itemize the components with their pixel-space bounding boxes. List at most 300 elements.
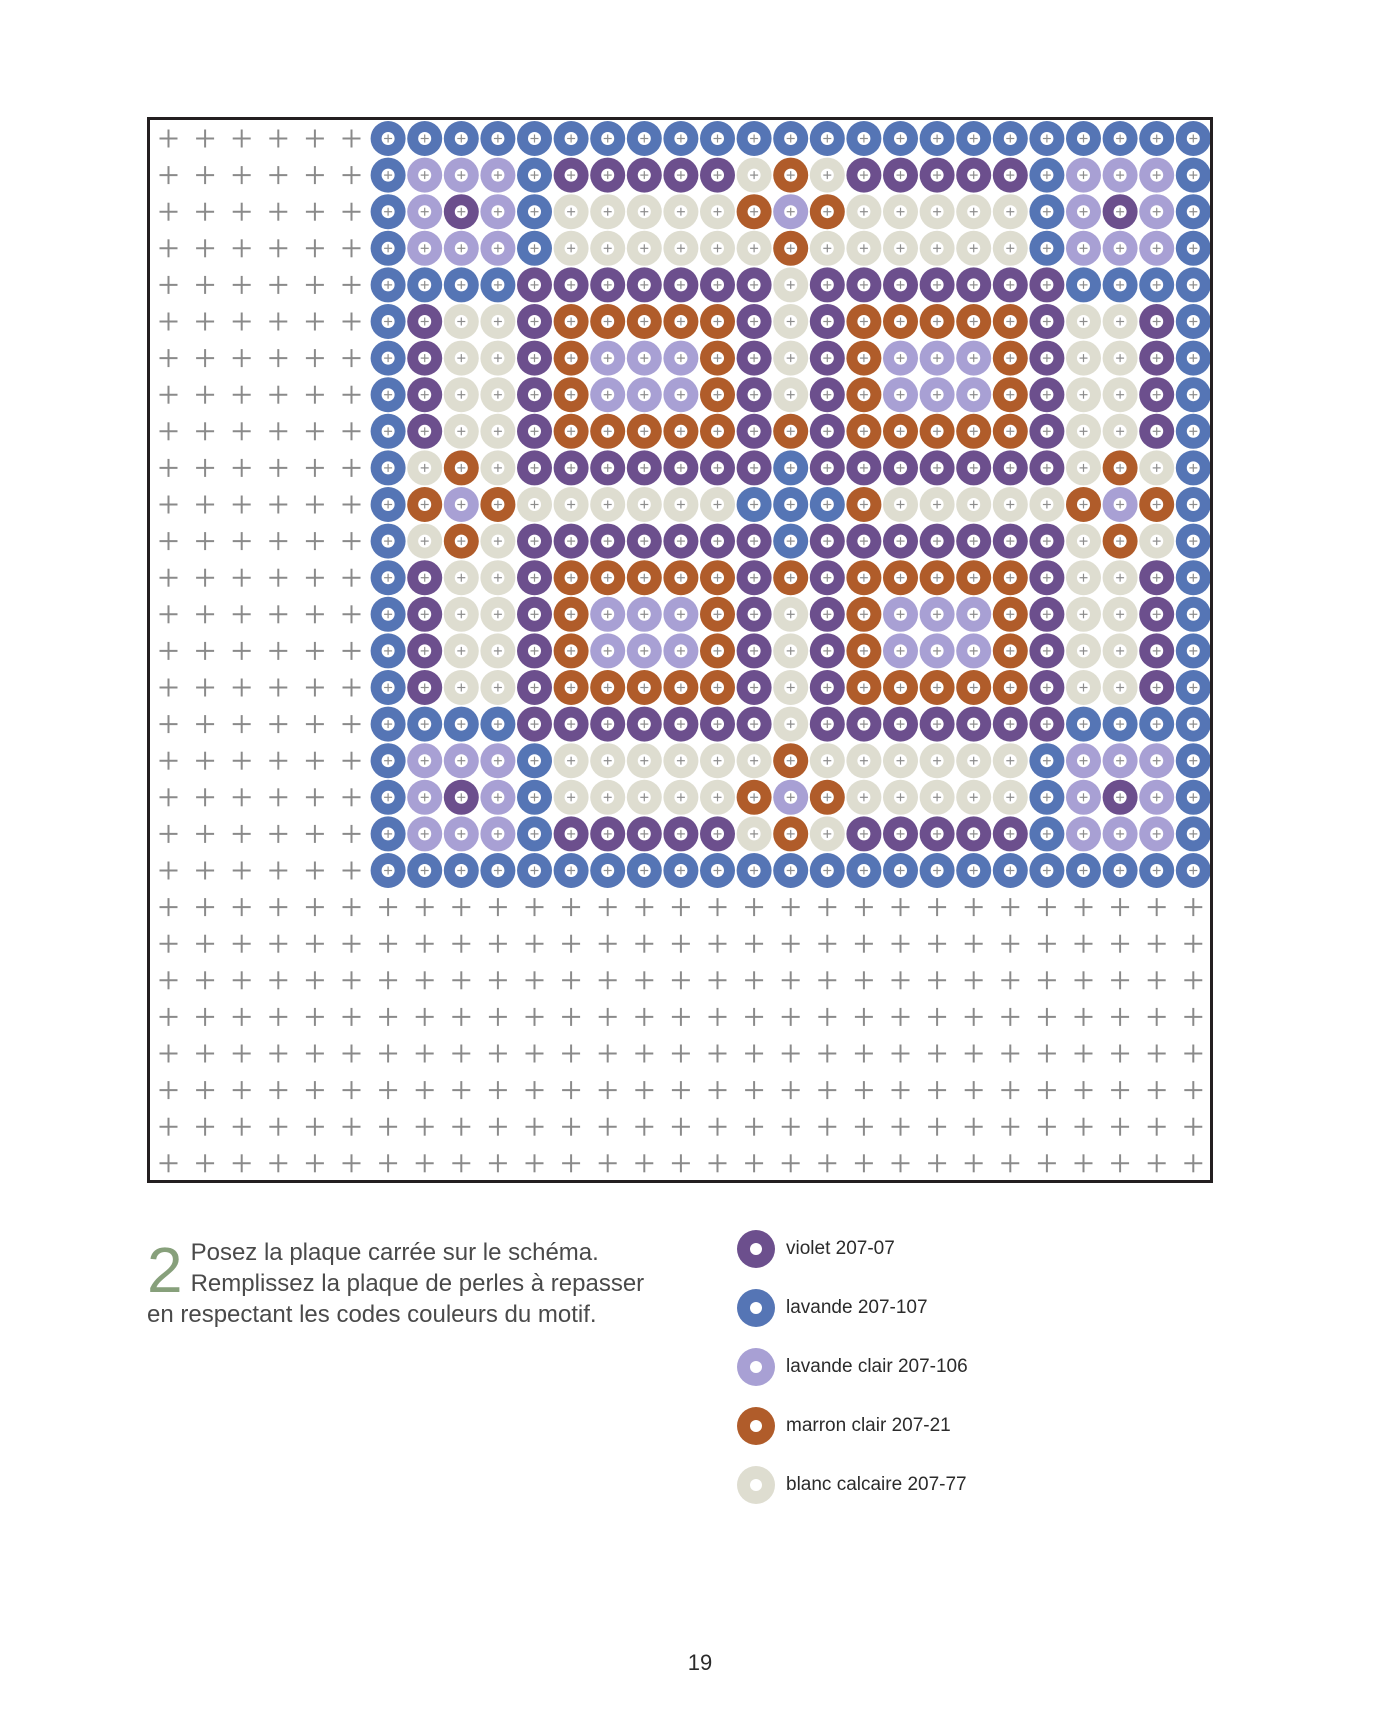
empty-peg-mark: [452, 898, 470, 916]
empty-peg-mark: [343, 935, 361, 953]
empty-peg-mark: [196, 605, 214, 623]
empty-peg-mark: [1148, 935, 1166, 953]
empty-peg-mark: [818, 1045, 836, 1063]
empty-peg-mark: [343, 166, 361, 184]
empty-peg-mark: [1111, 898, 1129, 916]
empty-peg-mark: [306, 349, 324, 367]
empty-peg-mark: [892, 1008, 910, 1026]
empty-peg-mark: [160, 752, 178, 770]
empty-peg-mark: [269, 825, 287, 843]
empty-peg-mark: [928, 1081, 946, 1099]
empty-peg-mark: [818, 1008, 836, 1026]
empty-peg-mark: [269, 422, 287, 440]
empty-peg-mark: [489, 935, 507, 953]
empty-peg-mark: [160, 1154, 178, 1172]
empty-peg-mark: [672, 1154, 690, 1172]
empty-peg-mark: [379, 1008, 397, 1026]
empty-peg-mark: [306, 422, 324, 440]
empty-peg-mark: [306, 166, 324, 184]
empty-peg-mark: [709, 1154, 727, 1172]
empty-peg-mark: [928, 935, 946, 953]
empty-peg-mark: [526, 1045, 544, 1063]
empty-peg-mark: [818, 1118, 836, 1136]
empty-peg-mark: [965, 971, 983, 989]
empty-peg-mark: [269, 1008, 287, 1026]
empty-peg-mark: [1038, 1118, 1056, 1136]
empty-peg-mark: [489, 1045, 507, 1063]
empty-peg-mark: [855, 1081, 873, 1099]
empty-peg-mark: [233, 1008, 251, 1026]
empty-peg-mark: [196, 203, 214, 221]
empty-peg-mark: [160, 276, 178, 294]
empty-peg-mark: [782, 1118, 800, 1136]
empty-peg-mark: [635, 1154, 653, 1172]
empty-peg-mark: [709, 1081, 727, 1099]
empty-peg-mark: [379, 1045, 397, 1063]
empty-peg-mark: [855, 1008, 873, 1026]
empty-peg-mark: [269, 1081, 287, 1099]
empty-peg-mark: [672, 1008, 690, 1026]
empty-peg-mark: [306, 1045, 324, 1063]
empty-peg-mark: [526, 935, 544, 953]
empty-peg-mark: [233, 752, 251, 770]
empty-peg-mark: [782, 935, 800, 953]
empty-peg-mark: [452, 1154, 470, 1172]
empty-peg-mark: [160, 496, 178, 514]
empty-peg-mark: [965, 1045, 983, 1063]
empty-peg-mark: [526, 1008, 544, 1026]
empty-peg-mark: [196, 1081, 214, 1099]
empty-peg-mark: [269, 459, 287, 477]
empty-peg-mark: [745, 971, 763, 989]
empty-peg-mark: [160, 971, 178, 989]
empty-peg-mark: [233, 239, 251, 257]
empty-peg-mark: [1001, 1118, 1019, 1136]
empty-peg-mark: [160, 788, 178, 806]
empty-peg-mark: [526, 1081, 544, 1099]
instruction-step: [147, 1234, 647, 1330]
empty-peg-mark: [562, 1045, 580, 1063]
empty-peg-mark: [1001, 1008, 1019, 1026]
empty-peg-mark: [892, 1154, 910, 1172]
empty-peg-mark: [599, 1154, 617, 1172]
empty-peg-mark: [196, 459, 214, 477]
empty-peg-mark: [306, 1008, 324, 1026]
empty-peg-mark: [343, 862, 361, 880]
empty-peg-mark: [489, 971, 507, 989]
empty-peg-mark: [233, 532, 251, 550]
empty-peg-mark: [1148, 898, 1166, 916]
empty-peg-mark: [1038, 971, 1056, 989]
empty-peg-mark: [306, 386, 324, 404]
empty-peg-mark: [233, 898, 251, 916]
empty-peg-mark: [1038, 1154, 1056, 1172]
lavande-clair-bead-icon: [737, 1348, 775, 1386]
empty-peg-mark: [965, 1081, 983, 1099]
empty-peg-mark: [306, 715, 324, 733]
empty-peg-mark: [233, 313, 251, 331]
legend-label: marron clair 207-21: [786, 1415, 951, 1436]
empty-peg-mark: [233, 1045, 251, 1063]
empty-peg-mark: [269, 313, 287, 331]
empty-peg-mark: [1111, 1118, 1129, 1136]
empty-peg-mark: [1075, 971, 1093, 989]
empty-peg-mark: [562, 1008, 580, 1026]
empty-peg-mark: [233, 276, 251, 294]
empty-peg-mark: [782, 971, 800, 989]
empty-peg-mark: [1111, 971, 1129, 989]
empty-peg-mark: [306, 239, 324, 257]
empty-peg-mark: [489, 1154, 507, 1172]
empty-peg-mark: [855, 898, 873, 916]
empty-peg-mark: [818, 971, 836, 989]
empty-peg-mark: [635, 971, 653, 989]
empty-peg-mark: [452, 935, 470, 953]
empty-peg-mark: [343, 825, 361, 843]
empty-peg-mark: [489, 898, 507, 916]
empty-peg-mark: [306, 496, 324, 514]
empty-peg-mark: [196, 130, 214, 148]
empty-peg-mark: [343, 459, 361, 477]
empty-peg-mark: [233, 825, 251, 843]
bead-pattern-board: [147, 117, 1213, 1183]
empty-peg-mark: [306, 898, 324, 916]
empty-peg-mark: [782, 898, 800, 916]
empty-peg-mark: [379, 1081, 397, 1099]
empty-peg-mark: [343, 349, 361, 367]
empty-peg-mark: [306, 1118, 324, 1136]
empty-peg-mark: [269, 935, 287, 953]
empty-peg-mark: [745, 898, 763, 916]
empty-peg-mark: [160, 130, 178, 148]
empty-peg-mark: [269, 971, 287, 989]
empty-peg-mark: [452, 1081, 470, 1099]
empty-peg-mark: [160, 166, 178, 184]
empty-peg-mark: [160, 679, 178, 697]
empty-peg-mark: [343, 752, 361, 770]
empty-peg-mark: [1075, 935, 1093, 953]
empty-peg-mark: [306, 1081, 324, 1099]
empty-peg-mark: [343, 1154, 361, 1172]
empty-peg-mark: [635, 898, 653, 916]
empty-peg-mark: [160, 569, 178, 587]
empty-peg-mark: [416, 898, 434, 916]
color-legend: [737, 1230, 1137, 1525]
empty-peg-mark: [416, 935, 434, 953]
empty-peg-mark: [196, 496, 214, 514]
empty-peg-mark: [818, 1081, 836, 1099]
empty-peg-mark: [343, 1081, 361, 1099]
empty-peg-mark: [343, 788, 361, 806]
empty-peg-mark: [562, 971, 580, 989]
empty-peg-mark: [1001, 1154, 1019, 1172]
empty-peg-mark: [562, 1154, 580, 1172]
empty-peg-mark: [196, 422, 214, 440]
empty-peg-mark: [452, 971, 470, 989]
step-number: 2: [147, 1234, 183, 1306]
empty-peg-mark: [892, 971, 910, 989]
marron-clair-bead-icon: [737, 1407, 775, 1445]
empty-peg-mark: [1075, 898, 1093, 916]
empty-peg-mark: [269, 203, 287, 221]
empty-peg-mark: [416, 1008, 434, 1026]
empty-peg-mark: [343, 605, 361, 623]
empty-peg-mark: [306, 935, 324, 953]
empty-peg-mark: [379, 898, 397, 916]
legend-label: blanc calcaire 207-77: [786, 1474, 967, 1495]
empty-peg-mark: [599, 1045, 617, 1063]
legend-label: violet 207-07: [786, 1238, 895, 1259]
empty-peg-mark: [672, 935, 690, 953]
empty-peg-mark: [233, 459, 251, 477]
empty-peg-mark: [379, 1154, 397, 1172]
empty-peg-mark: [416, 1045, 434, 1063]
empty-peg-mark: [233, 788, 251, 806]
empty-peg-mark: [1111, 1081, 1129, 1099]
empty-peg-mark: [1001, 935, 1019, 953]
empty-peg-mark: [343, 422, 361, 440]
empty-peg-mark: [855, 971, 873, 989]
empty-peg-mark: [1111, 1154, 1129, 1172]
empty-peg-mark: [269, 642, 287, 660]
empty-peg-mark: [306, 459, 324, 477]
step-text: Posez la plaque carrée sur le schéma. Remplissez la plaque de perles à repasser en respectant les codes couleurs du motif.: [147, 1239, 645, 1328]
empty-peg-mark: [306, 605, 324, 623]
empty-peg-mark: [196, 313, 214, 331]
empty-peg-mark: [526, 1154, 544, 1172]
legend-item-violet: [737, 1230, 1137, 1268]
empty-peg-mark: [599, 971, 617, 989]
empty-peg-mark: [1038, 1081, 1056, 1099]
empty-peg-mark: [782, 1045, 800, 1063]
empty-peg-mark: [672, 1045, 690, 1063]
empty-peg-mark: [306, 130, 324, 148]
empty-peg-mark: [526, 898, 544, 916]
empty-peg-mark: [526, 971, 544, 989]
empty-peg-mark: [1184, 971, 1202, 989]
empty-peg-mark: [160, 532, 178, 550]
empty-peg-mark: [233, 422, 251, 440]
empty-peg-mark: [928, 1118, 946, 1136]
empty-peg-mark: [672, 898, 690, 916]
empty-peg-mark: [196, 276, 214, 294]
empty-peg-mark: [160, 898, 178, 916]
empty-peg-mark: [196, 349, 214, 367]
empty-peg-mark: [1038, 898, 1056, 916]
empty-peg-mark: [489, 1008, 507, 1026]
empty-peg-mark: [1148, 1118, 1166, 1136]
empty-peg-mark: [196, 679, 214, 697]
empty-peg-mark: [306, 752, 324, 770]
empty-peg-mark: [306, 679, 324, 697]
empty-peg-mark: [928, 1045, 946, 1063]
empty-peg-mark: [452, 1008, 470, 1026]
empty-peg-mark: [965, 935, 983, 953]
empty-peg-mark: [196, 1045, 214, 1063]
empty-peg-mark: [196, 935, 214, 953]
empty-peg-mark: [160, 1118, 178, 1136]
empty-peg-mark: [233, 935, 251, 953]
violet-bead-icon: [737, 1230, 775, 1268]
empty-peg-mark: [196, 715, 214, 733]
empty-peg-mark: [782, 1008, 800, 1026]
empty-peg-mark: [160, 313, 178, 331]
empty-peg-mark: [1038, 935, 1056, 953]
empty-peg-mark: [233, 971, 251, 989]
empty-peg-mark: [196, 862, 214, 880]
empty-peg-mark: [269, 788, 287, 806]
empty-peg-mark: [452, 1118, 470, 1136]
empty-peg-mark: [233, 642, 251, 660]
empty-peg-mark: [892, 1045, 910, 1063]
empty-peg-mark: [416, 1154, 434, 1172]
empty-peg-mark: [233, 1081, 251, 1099]
empty-peg-mark: [160, 349, 178, 367]
empty-peg-mark: [343, 386, 361, 404]
empty-peg-mark: [489, 1081, 507, 1099]
empty-peg-mark: [196, 752, 214, 770]
legend-item-lavande-clair: [737, 1348, 1137, 1386]
empty-peg-mark: [1184, 935, 1202, 953]
empty-peg-mark: [160, 203, 178, 221]
empty-peg-mark: [599, 935, 617, 953]
empty-peg-mark: [233, 130, 251, 148]
empty-peg-mark: [343, 1118, 361, 1136]
empty-peg-mark: [269, 1045, 287, 1063]
empty-peg-mark: [269, 532, 287, 550]
empty-peg-mark: [269, 496, 287, 514]
legend-item-marron-clair: [737, 1407, 1137, 1445]
empty-peg-mark: [343, 715, 361, 733]
empty-peg-mark: [233, 679, 251, 697]
bead-pattern-grid: [150, 120, 1210, 1180]
empty-peg-mark: [306, 313, 324, 331]
empty-peg-mark: [562, 898, 580, 916]
empty-peg-mark: [745, 1045, 763, 1063]
legend-item-blanc-calcaire: [737, 1466, 1137, 1504]
empty-peg-mark: [196, 1118, 214, 1136]
empty-peg-mark: [306, 642, 324, 660]
empty-peg-mark: [709, 1045, 727, 1063]
empty-peg-mark: [1001, 1081, 1019, 1099]
empty-peg-mark: [233, 715, 251, 733]
empty-peg-mark: [1001, 1045, 1019, 1063]
empty-peg-mark: [1111, 1008, 1129, 1026]
empty-peg-mark: [416, 1118, 434, 1136]
empty-peg-mark: [196, 166, 214, 184]
empty-peg-mark: [635, 1008, 653, 1026]
empty-peg-mark: [709, 898, 727, 916]
empty-peg-mark: [343, 1045, 361, 1063]
empty-peg-mark: [672, 971, 690, 989]
empty-peg-mark: [709, 935, 727, 953]
empty-peg-mark: [343, 239, 361, 257]
empty-peg-mark: [892, 1081, 910, 1099]
empty-peg-mark: [269, 715, 287, 733]
empty-peg-mark: [233, 166, 251, 184]
empty-peg-mark: [343, 203, 361, 221]
empty-peg-mark: [1148, 1154, 1166, 1172]
empty-peg-mark: [269, 605, 287, 623]
empty-peg-mark: [343, 679, 361, 697]
empty-peg-mark: [160, 1045, 178, 1063]
empty-peg-mark: [818, 935, 836, 953]
empty-peg-mark: [892, 1118, 910, 1136]
empty-peg-mark: [233, 203, 251, 221]
empty-peg-mark: [892, 935, 910, 953]
empty-peg-mark: [160, 642, 178, 660]
empty-peg-mark: [1038, 1008, 1056, 1026]
empty-peg-mark: [306, 788, 324, 806]
empty-peg-mark: [965, 1008, 983, 1026]
empty-peg-mark: [160, 459, 178, 477]
empty-peg-mark: [892, 898, 910, 916]
empty-peg-mark: [1148, 1081, 1166, 1099]
blanc-calcaire-bead-icon: [737, 1466, 775, 1504]
empty-peg-mark: [196, 971, 214, 989]
empty-peg-mark: [196, 1008, 214, 1026]
empty-peg-mark: [233, 605, 251, 623]
empty-peg-mark: [452, 1045, 470, 1063]
empty-peg-mark: [196, 825, 214, 843]
empty-peg-mark: [343, 971, 361, 989]
empty-peg-mark: [379, 935, 397, 953]
empty-peg-mark: [269, 898, 287, 916]
empty-peg-mark: [635, 1045, 653, 1063]
empty-peg-mark: [599, 1118, 617, 1136]
empty-peg-mark: [196, 898, 214, 916]
legend-label: lavande 207-107: [786, 1297, 928, 1318]
empty-peg-mark: [745, 1008, 763, 1026]
empty-peg-mark: [343, 569, 361, 587]
empty-peg-mark: [416, 1081, 434, 1099]
empty-peg-mark: [306, 971, 324, 989]
empty-peg-mark: [855, 1045, 873, 1063]
empty-peg-mark: [635, 1081, 653, 1099]
empty-peg-mark: [269, 386, 287, 404]
empty-peg-mark: [233, 1154, 251, 1172]
empty-peg-mark: [709, 971, 727, 989]
empty-peg-mark: [1184, 1081, 1202, 1099]
empty-peg-mark: [269, 276, 287, 294]
empty-peg-mark: [928, 898, 946, 916]
empty-peg-mark: [416, 971, 434, 989]
empty-peg-mark: [599, 1008, 617, 1026]
empty-peg-mark: [160, 715, 178, 733]
empty-peg-mark: [745, 1081, 763, 1099]
empty-peg-mark: [269, 166, 287, 184]
empty-peg-mark: [672, 1081, 690, 1099]
empty-peg-mark: [306, 825, 324, 843]
empty-peg-mark: [233, 569, 251, 587]
empty-peg-mark: [562, 935, 580, 953]
empty-peg-mark: [160, 422, 178, 440]
empty-peg-mark: [343, 276, 361, 294]
empty-peg-mark: [343, 313, 361, 331]
empty-peg-mark: [196, 569, 214, 587]
empty-peg-mark: [160, 935, 178, 953]
empty-peg-mark: [745, 1118, 763, 1136]
empty-peg-mark: [1148, 971, 1166, 989]
empty-peg-mark: [269, 679, 287, 697]
empty-peg-mark: [1038, 1045, 1056, 1063]
empty-peg-mark: [379, 1118, 397, 1136]
empty-peg-mark: [965, 898, 983, 916]
empty-peg-mark: [233, 386, 251, 404]
empty-peg-mark: [745, 935, 763, 953]
empty-peg-mark: [1148, 1045, 1166, 1063]
empty-peg-mark: [855, 1154, 873, 1172]
